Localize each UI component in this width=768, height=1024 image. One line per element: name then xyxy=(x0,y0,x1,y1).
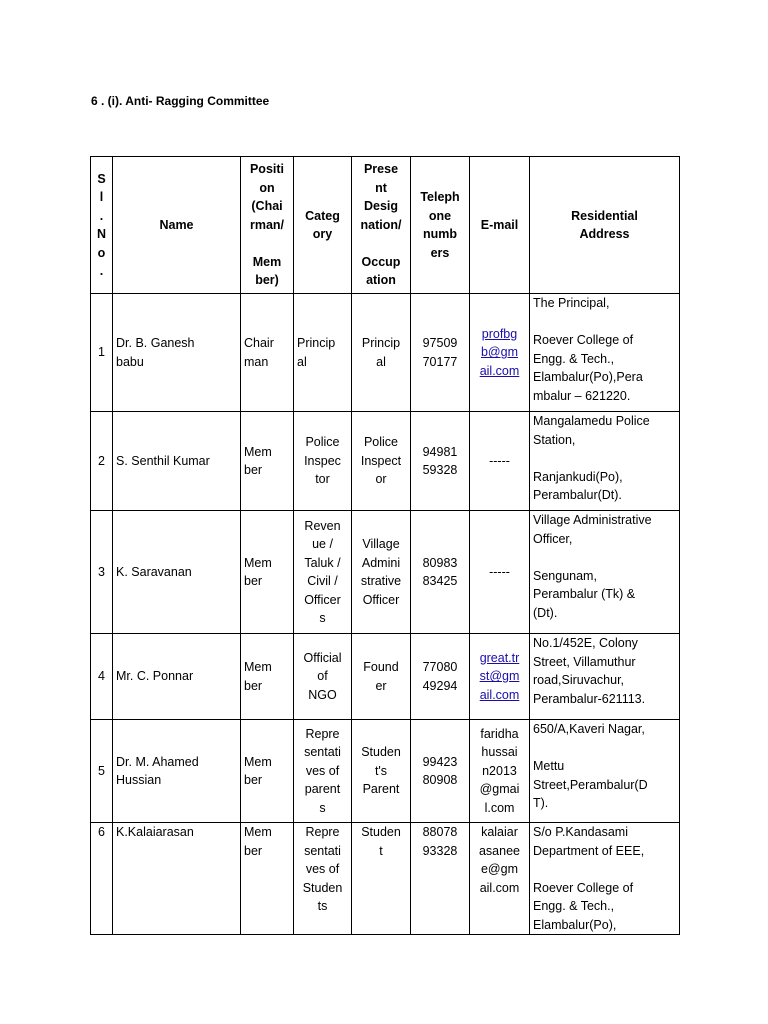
address-cell: Mangalamedu Police Station, Ranjankudi(Po), Perambalur(Dt). xyxy=(530,412,680,511)
category-cell: Repre sentati ves of parent s xyxy=(294,720,352,823)
table-row xyxy=(91,720,680,823)
column-header-name: Name xyxy=(113,157,241,294)
category-cell: Repre sentati ves of Studen ts xyxy=(294,823,352,935)
email-cell: faridha hussai n2013 @gmai l.com xyxy=(470,720,530,823)
column-header-sl-no: S l . N o . xyxy=(91,157,113,294)
position-cell: Mem ber xyxy=(241,720,294,823)
category-cell: Police Inspec tor xyxy=(294,412,352,511)
sl-no-cell: 2 xyxy=(91,412,113,511)
address-cell: No.1/452E, Colony Street, Villamuthur road,Siruvachur, Perambalur-621113. xyxy=(530,634,680,720)
column-header-category: Categ ory xyxy=(294,157,352,294)
table-row xyxy=(91,511,680,634)
telephone-cell: 80983 83425 xyxy=(411,511,470,634)
position-cell: Mem ber xyxy=(241,511,294,634)
position-cell: Mem ber xyxy=(241,823,294,935)
designation-cell: Studen t xyxy=(352,823,411,935)
telephone-cell: 97509 70177 xyxy=(411,294,470,412)
category-cell: Official of NGO xyxy=(294,634,352,720)
telephone-cell: 77080 49294 xyxy=(411,634,470,720)
address-cell: The Principal, Roever College of Engg. & Tech., Elambalur(Po),Pera mbalur – 621220. xyxy=(530,294,680,412)
designation-cell: Studen t's Parent xyxy=(352,720,411,823)
email-cell: kalaiar asanee e@gm ail.com xyxy=(470,823,530,935)
designation-cell: Princip al xyxy=(352,294,411,412)
name-cell: K. Saravanan xyxy=(113,511,241,634)
telephone-cell: 99423 80908 xyxy=(411,720,470,823)
anti-ragging-committee-table xyxy=(90,156,680,935)
designation-cell: Police Inspect or xyxy=(352,412,411,511)
table-row xyxy=(91,412,680,511)
name-cell: Dr. M. Ahamed Hussian xyxy=(113,720,241,823)
table-row xyxy=(91,823,680,935)
column-header-telephone: Teleph one numb ers xyxy=(411,157,470,294)
name-cell: Mr. C. Ponnar xyxy=(113,634,241,720)
email-cell: ----- xyxy=(470,412,530,511)
table-row xyxy=(91,294,680,412)
email-link[interactable]: great.tr st@gm ail.com xyxy=(479,650,520,702)
column-header-position: Positi on (Chai rman/ Mem ber) xyxy=(241,157,294,294)
sl-no-cell: 6 xyxy=(91,823,113,935)
sl-no-cell: 1 xyxy=(91,294,113,412)
position-cell: Chair man xyxy=(241,294,294,412)
telephone-cell: 94981 59328 xyxy=(411,412,470,511)
category-cell: Reven ue / Taluk / Civil / Officer s xyxy=(294,511,352,634)
table-header-row xyxy=(91,157,680,294)
position-cell: Mem ber xyxy=(241,412,294,511)
sl-no-cell: 4 xyxy=(91,634,113,720)
email-cell: ----- xyxy=(470,511,530,634)
sl-no-cell: 3 xyxy=(91,511,113,634)
name-cell: S. Senthil Kumar xyxy=(113,412,241,511)
telephone-cell: 88078 93328 xyxy=(411,823,470,935)
section-heading: 6 . (i). Anti- Ragging Committee xyxy=(91,94,270,108)
email-cell xyxy=(470,634,530,720)
table-row xyxy=(91,634,680,720)
sl-no-cell: 5 xyxy=(91,720,113,823)
name-cell: K.Kalaiarasan xyxy=(113,823,241,935)
designation-cell: Found er xyxy=(352,634,411,720)
address-cell: S/o P.Kandasami Department of EEE, Roever College of Engg. & Tech., Elambalur(Po), xyxy=(530,823,680,935)
designation-cell: Village Admini strative Officer xyxy=(352,511,411,634)
email-link[interactable]: profbg b@gm ail.com xyxy=(479,326,520,378)
category-cell: Princip al xyxy=(294,294,352,412)
position-cell: Mem ber xyxy=(241,634,294,720)
column-header-designation: Prese nt Desig nation/ Occup ation xyxy=(352,157,411,294)
address-cell: Village Administrative Officer, Sengunam, Perambalur (Tk) & (Dt). xyxy=(530,511,680,634)
email-cell xyxy=(470,294,530,412)
column-header-email: E-mail xyxy=(470,157,530,294)
column-header-address: Residential Address xyxy=(530,157,680,294)
name-cell: Dr. B. Ganesh babu xyxy=(113,294,241,412)
address-cell: 650/A,Kaveri Nagar, Mettu Street,Perambalur(D T). xyxy=(530,720,680,823)
